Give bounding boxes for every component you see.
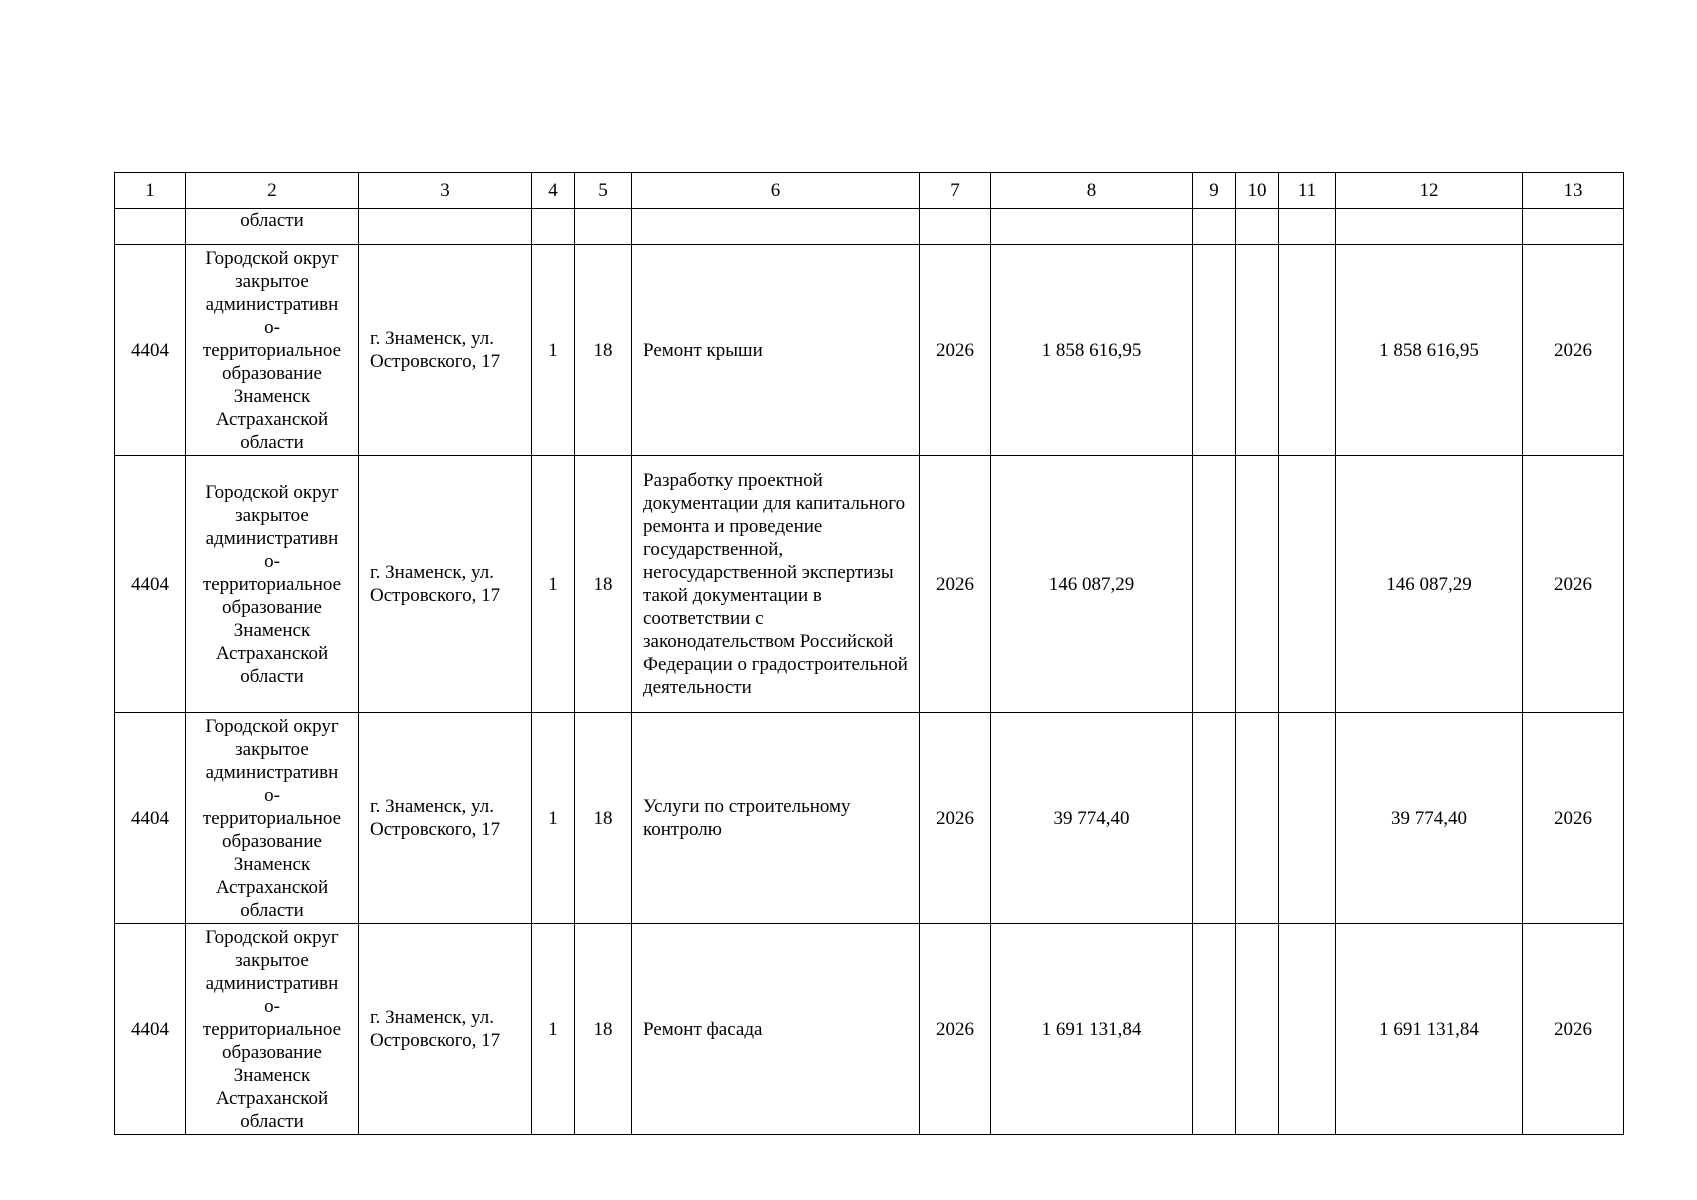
- work-type-cell: Услуги по строительному контролю: [632, 713, 920, 924]
- municipality-line: территориальное: [202, 807, 342, 829]
- amount-cell: 1 691 131,84: [991, 924, 1193, 1135]
- amount-cell: 39 774,40: [991, 713, 1193, 924]
- municipality-line: закрытое: [235, 504, 309, 526]
- work-type-cell: Ремонт фасада: [632, 924, 920, 1135]
- column-number-header: 5: [575, 173, 632, 209]
- table-cell: [1236, 245, 1279, 456]
- table-cell: [1279, 456, 1336, 713]
- municipality-line: территориальное: [202, 339, 342, 361]
- object-code-cell: 4404: [115, 713, 186, 924]
- table-cell: [1279, 713, 1336, 924]
- column-number-header: 7: [920, 173, 991, 209]
- amount-cell: 1 691 131,84: [1336, 924, 1523, 1135]
- amount-cell: 146 087,29: [991, 456, 1193, 713]
- municipality-line: о-: [264, 784, 280, 806]
- year-cell: 2026: [920, 245, 991, 456]
- year-cell: 2026: [920, 924, 991, 1135]
- object-code-cell: 4404: [115, 245, 186, 456]
- municipality-line: закрытое: [235, 949, 309, 971]
- municipality-line: образование: [222, 1041, 322, 1063]
- municipality-line: области: [240, 431, 304, 453]
- table-cell: 1: [532, 924, 575, 1135]
- municipality-cell: [186, 713, 359, 924]
- municipality-line: Городской округ: [205, 247, 339, 269]
- municipality-line: Астраханской: [215, 876, 329, 898]
- table-cell: [575, 209, 632, 245]
- column-number-header: 12: [1336, 173, 1523, 209]
- amount-cell: 1 858 616,95: [1336, 245, 1523, 456]
- object-code-cell: 4404: [115, 456, 186, 713]
- table-cell: [1336, 209, 1523, 245]
- table-row: [115, 924, 1624, 1135]
- work-type-cell: Разработку проектной документации для капитального ремонта и проведение государственной, негосударственной экспертизы такой документации в соответствии с законодательством Российской Федерации о градостроительной деятельности: [632, 456, 920, 713]
- municipality-line: Астраханской: [215, 408, 329, 430]
- table-cell: 18: [575, 245, 632, 456]
- municipality-line: образование: [222, 362, 322, 384]
- table-cell: [1236, 209, 1279, 245]
- continuation-row: [115, 209, 1624, 245]
- table-cell: [1236, 924, 1279, 1135]
- table-cell: [1193, 209, 1236, 245]
- municipality-line: административн: [205, 761, 339, 783]
- register-table: [114, 172, 1624, 1135]
- table-cell: [991, 209, 1193, 245]
- municipality-line: области: [240, 1110, 304, 1132]
- municipality-line: Знаменск: [233, 385, 311, 407]
- year-cell: 2026: [920, 456, 991, 713]
- table-row: [115, 713, 1624, 924]
- table-cell: [1523, 209, 1624, 245]
- table-cell: [1279, 924, 1336, 1135]
- table-cell: 18: [575, 456, 632, 713]
- column-number-header: 6: [632, 173, 920, 209]
- table-cell: [532, 209, 575, 245]
- municipality-cell: [186, 245, 359, 456]
- amount-cell: 39 774,40: [1336, 713, 1523, 924]
- municipality-line: области: [240, 665, 304, 687]
- amount-cell: 146 087,29: [1336, 456, 1523, 713]
- municipality-line: области: [240, 899, 304, 921]
- column-number-header: 4: [532, 173, 575, 209]
- municipality-line: образование: [222, 830, 322, 852]
- municipality-line: о-: [264, 995, 280, 1017]
- municipality-line: территориальное: [202, 573, 342, 595]
- table-cell: 1: [532, 713, 575, 924]
- year-cell: 2026: [1523, 456, 1624, 713]
- table-cell: 1: [532, 245, 575, 456]
- table-cell: [1193, 713, 1236, 924]
- address-cell: г. Знаменск, ул. Островского, 17: [359, 713, 532, 924]
- table-cell: [1279, 245, 1336, 456]
- column-number-header: 9: [1193, 173, 1236, 209]
- table-cell: 1: [532, 456, 575, 713]
- address-cell: г. Знаменск, ул. Островского, 17: [359, 924, 532, 1135]
- municipality-line: административн: [205, 293, 339, 315]
- table-cell: [1236, 713, 1279, 924]
- municipality-line: Знаменск: [233, 1064, 311, 1086]
- table-cell: 18: [575, 713, 632, 924]
- column-number-header: 11: [1279, 173, 1336, 209]
- column-number-header: 10: [1236, 173, 1279, 209]
- table-cell: [1193, 456, 1236, 713]
- municipality-line: территориальное: [202, 1018, 342, 1040]
- year-cell: 2026: [1523, 924, 1624, 1135]
- table-cell: [1279, 209, 1336, 245]
- table-cell: 18: [575, 924, 632, 1135]
- year-cell: 2026: [1523, 713, 1624, 924]
- municipality-line: административн: [205, 972, 339, 994]
- column-number-header: 13: [1523, 173, 1624, 209]
- object-code-cell: 4404: [115, 924, 186, 1135]
- table-cell: [1236, 456, 1279, 713]
- column-number-header: 8: [991, 173, 1193, 209]
- table-cell: [632, 209, 920, 245]
- table-cell: [1193, 924, 1236, 1135]
- municipality-line: Городской округ: [205, 481, 339, 503]
- municipality-line: закрытое: [235, 270, 309, 292]
- column-number-header: 2: [186, 173, 359, 209]
- table-cell: [920, 209, 991, 245]
- table-cell: [1193, 245, 1236, 456]
- column-number-header-row: [115, 173, 1624, 209]
- municipality-cell: [186, 924, 359, 1135]
- table-cell: [359, 209, 532, 245]
- table-cell: [115, 209, 186, 245]
- municipality-line: о-: [264, 550, 280, 572]
- municipality-line: Знаменск: [233, 619, 311, 641]
- address-cell: г. Знаменск, ул. Островского, 17: [359, 245, 532, 456]
- year-cell: 2026: [920, 713, 991, 924]
- municipality-line: Городской округ: [205, 715, 339, 737]
- column-number-header: 3: [359, 173, 532, 209]
- work-type-cell: Ремонт крыши: [632, 245, 920, 456]
- municipality-line: Астраханской: [215, 1087, 329, 1109]
- year-cell: 2026: [1523, 245, 1624, 456]
- column-number-header: 1: [115, 173, 186, 209]
- municipality-line: Знаменск: [233, 853, 311, 875]
- municipality-line: образование: [222, 596, 322, 618]
- municipality-line: Астраханской: [215, 642, 329, 664]
- municipality-cell: [186, 456, 359, 713]
- continuation-text: области: [186, 209, 359, 245]
- address-cell: г. Знаменск, ул. Островского, 17: [359, 456, 532, 713]
- table-row: [115, 245, 1624, 456]
- municipality-line: о-: [264, 316, 280, 338]
- municipality-line: Городской округ: [205, 926, 339, 948]
- amount-cell: 1 858 616,95: [991, 245, 1193, 456]
- municipality-line: административн: [205, 527, 339, 549]
- municipality-line: закрытое: [235, 738, 309, 760]
- table-row: [115, 456, 1624, 713]
